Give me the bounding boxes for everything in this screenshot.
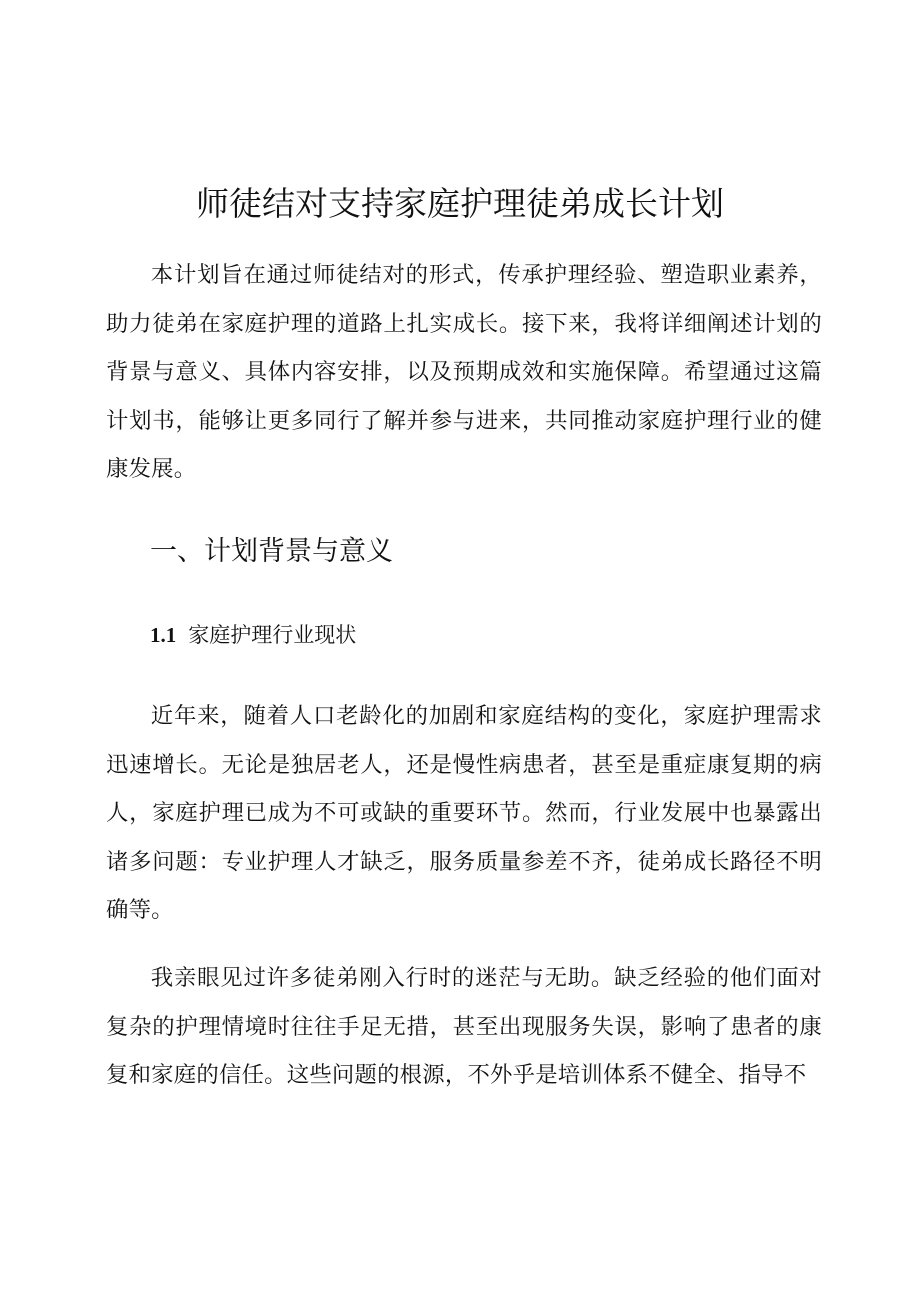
subsection-heading <box>150 614 356 656</box>
body-paragraph: 我亲眼见过许多徒弟刚入行时的迷茫与无助。缺乏经验的他们面对复杂的护理情境时往往手足无措，甚至出现服务失误，影响了患者的康复和家庭的信任。这些问题的根源，不外乎是培训体系不健全、指导不 <box>106 965 822 1088</box>
body-paragraph: 近年来，随着人口老龄化的加剧和家庭结构的变化，家庭护理需求迅速增长。无论是独居老人，还是慢性病患者，甚至是重症康复期的病人，家庭护理已成为不可或缺的重要环节。然而，行业发展中也暴露出诸多问题：专业护理人才缺乏，服务质量参差不齐，徒弟成长路径不明确等。 <box>106 703 822 923</box>
document-title: 师徒结对支持家庭护理徒弟成长计划 <box>196 184 724 223</box>
subsection-number: 1.1 <box>150 623 177 647</box>
section-heading: 一、计划背景与意义 <box>150 536 393 567</box>
subsection-title: 家庭护理行业现状 <box>188 623 357 647</box>
intro-paragraph: 本计划旨在通过师徒结对的形式，传承护理经验、塑造职业素养，助力徒弟在家庭护理的道路上扎实成长。接下来，我将详细阐述计划的背景与意义、具体内容安排，以及预期成效和实施保障。希望通过这篇计划书，能够让更多同行了解并参与进来，共同推动家庭护理行业的健康发展。 <box>106 262 822 482</box>
